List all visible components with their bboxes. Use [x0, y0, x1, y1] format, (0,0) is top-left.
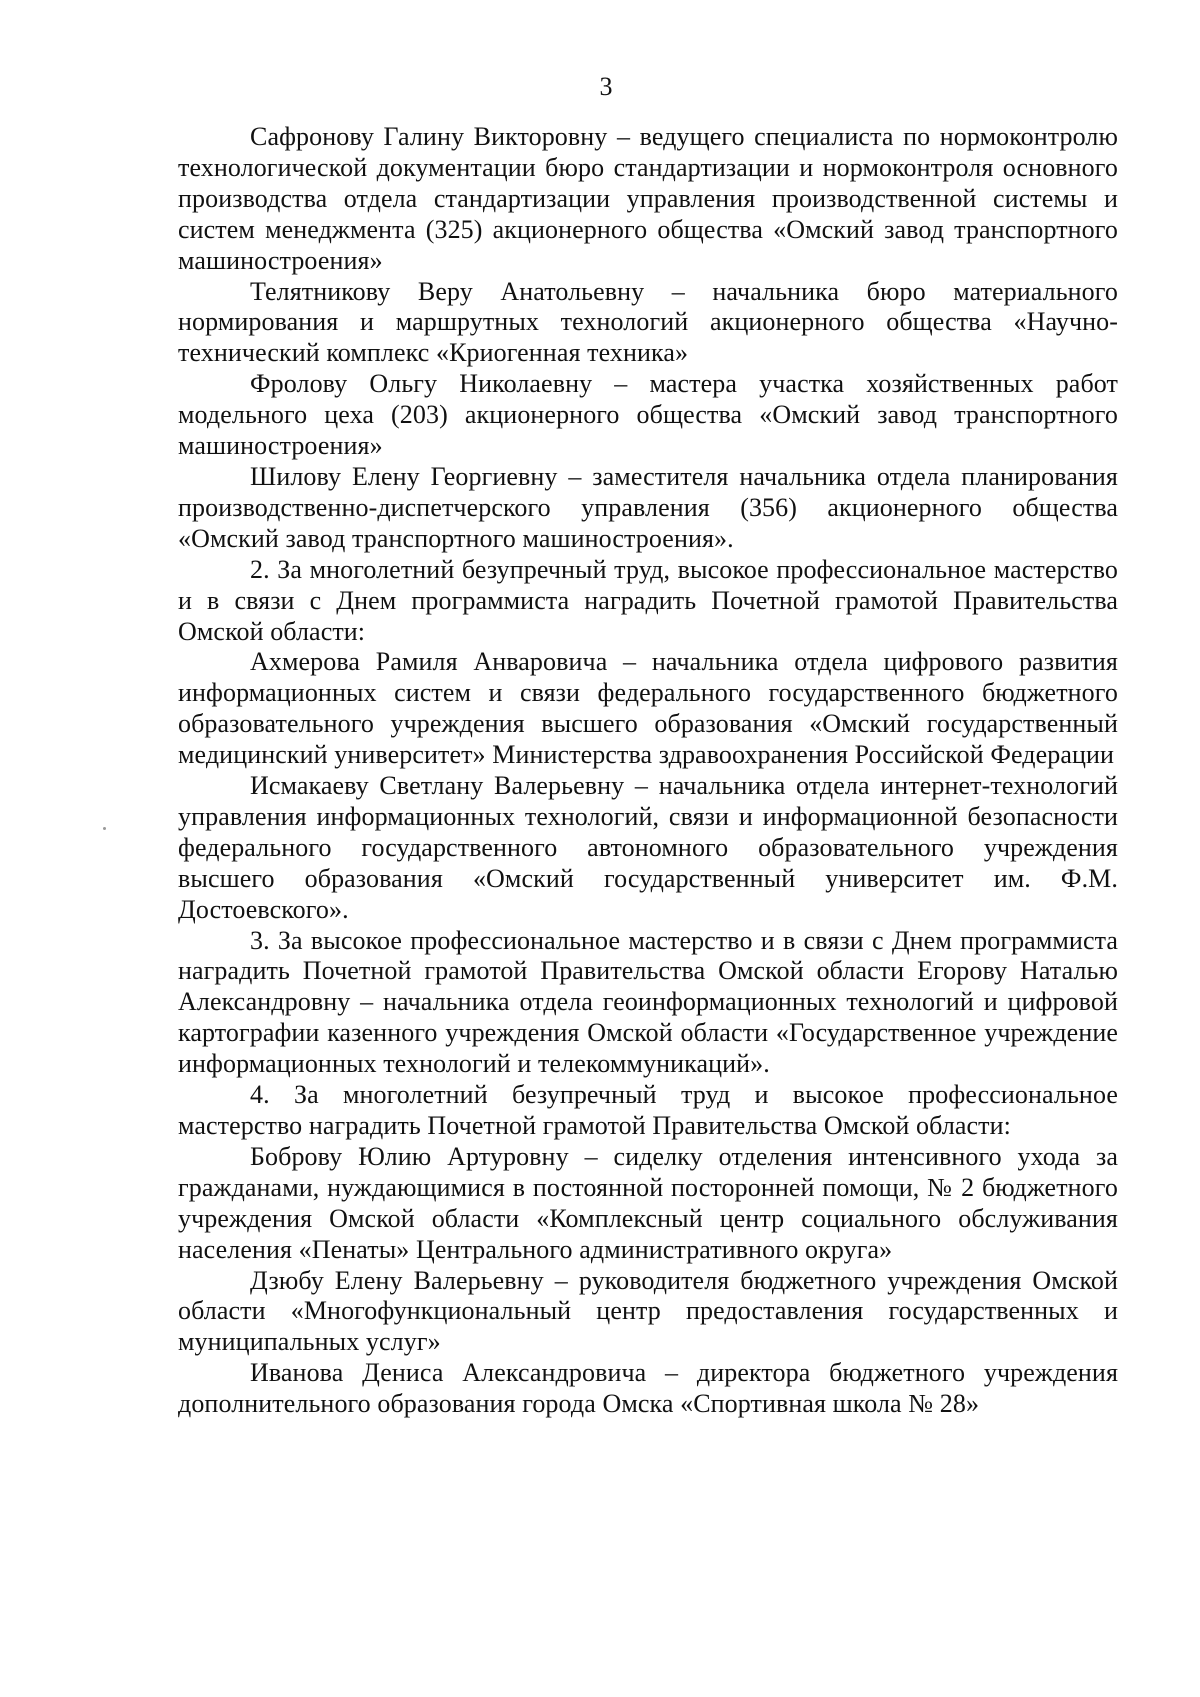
award-paragraph-frolova: Фролову Ольгу Николаевну – мастера участка хозяйственных работ модельного цеха (203) акционерного общества «Омский завод транспортного машиностроения» [178, 369, 1118, 461]
page-number: 3 [599, 72, 613, 101]
award-paragraph-bobrova: Боброву Юлию Артуровну – сиделку отделения интенсивного ухода за гражданами, нуждающимися в постоянной посторонней помощи, № 2 бюджетного учреждения Омской области «Комплексный центр социального обслуживания населения «Пенаты» Центрального административного округа» [178, 1141, 1118, 1264]
award-paragraph-ivanov: Иванова Дениса Александровича – директора бюджетного учреждения дополнительного образования города Омска «Спортивная школа № 28» [178, 1358, 1118, 1419]
section-2-paragraph: 2. За многолетний безупречный труд, высокое профессиональное мастерство и в связи с Днем программиста наградить Почетной грамотой Правительства Омской области: [178, 554, 1118, 646]
award-paragraph-safronova: Сафронову Галину Викторовну – ведущего специалиста по нормоконтролю технологической документации бюро стандартизации и нормоконтроля основного производства отдела стандартизации управления производственной системы и систем менеджмента (325) акционерного общества «Омский завод транспортного машиностроения» [178, 122, 1118, 275]
award-paragraph-telyatnikova: Телятникову Веру Анатольевну – начальника бюро материального нормирования и маршрутных технологий акционерного общества «Научно-технический комплекс «Криогенная техника» [178, 276, 1118, 368]
document-body [178, 122, 1118, 1420]
section-4-paragraph: 4. За многолетний безупречный труд и высокое профессиональное мастерство наградить Почетной грамотой Правительства Омской области: [178, 1080, 1118, 1140]
award-paragraph-shilova: Шилову Елену Георгиевну – заместителя начальника отдела планирования производственно-диспетчерского управления (356) акционерного общества «Омский завод транспортного машиностроения». [178, 461, 1118, 553]
award-paragraph-ismakaeva: Исмакаеву Светлану Валерьевну – начальника отдела интернет-технологий управления информационных технологий, связи и информационной безопасности федерального государственного автономного образовательного учреждения высшего образования «Омский государственный университет им. Ф.М. Достоевского». [178, 771, 1118, 924]
scan-speck [103, 827, 106, 830]
award-paragraph-akhmerov: Ахмерова Рамиля Анваровича – начальника отдела цифрового развития информационных систем и связи федерального государственного бюджетного образовательного учреждения высшего образования «Омский государственный медицинский университет» Министерства здравоохранения Российской Федерации [178, 647, 1118, 770]
award-paragraph-dzyuba: Дзюбу Елену Валерьевну – руководителя бюджетного учреждения Омской области «Многофункциональный центр предоставления государственных и муниципальных услуг» [178, 1265, 1118, 1357]
section-3-paragraph: 3. За высокое профессиональное мастерство и в связи с Днем программиста наградить Почетной грамотой Правительства Омской области Егорову Наталью Александровну – начальника отдела геоинформационных технологий и цифровой картографии казенного учреждения Омской области «Государственное учреждение информационных технологий и телекоммуникаций». [178, 925, 1118, 1079]
